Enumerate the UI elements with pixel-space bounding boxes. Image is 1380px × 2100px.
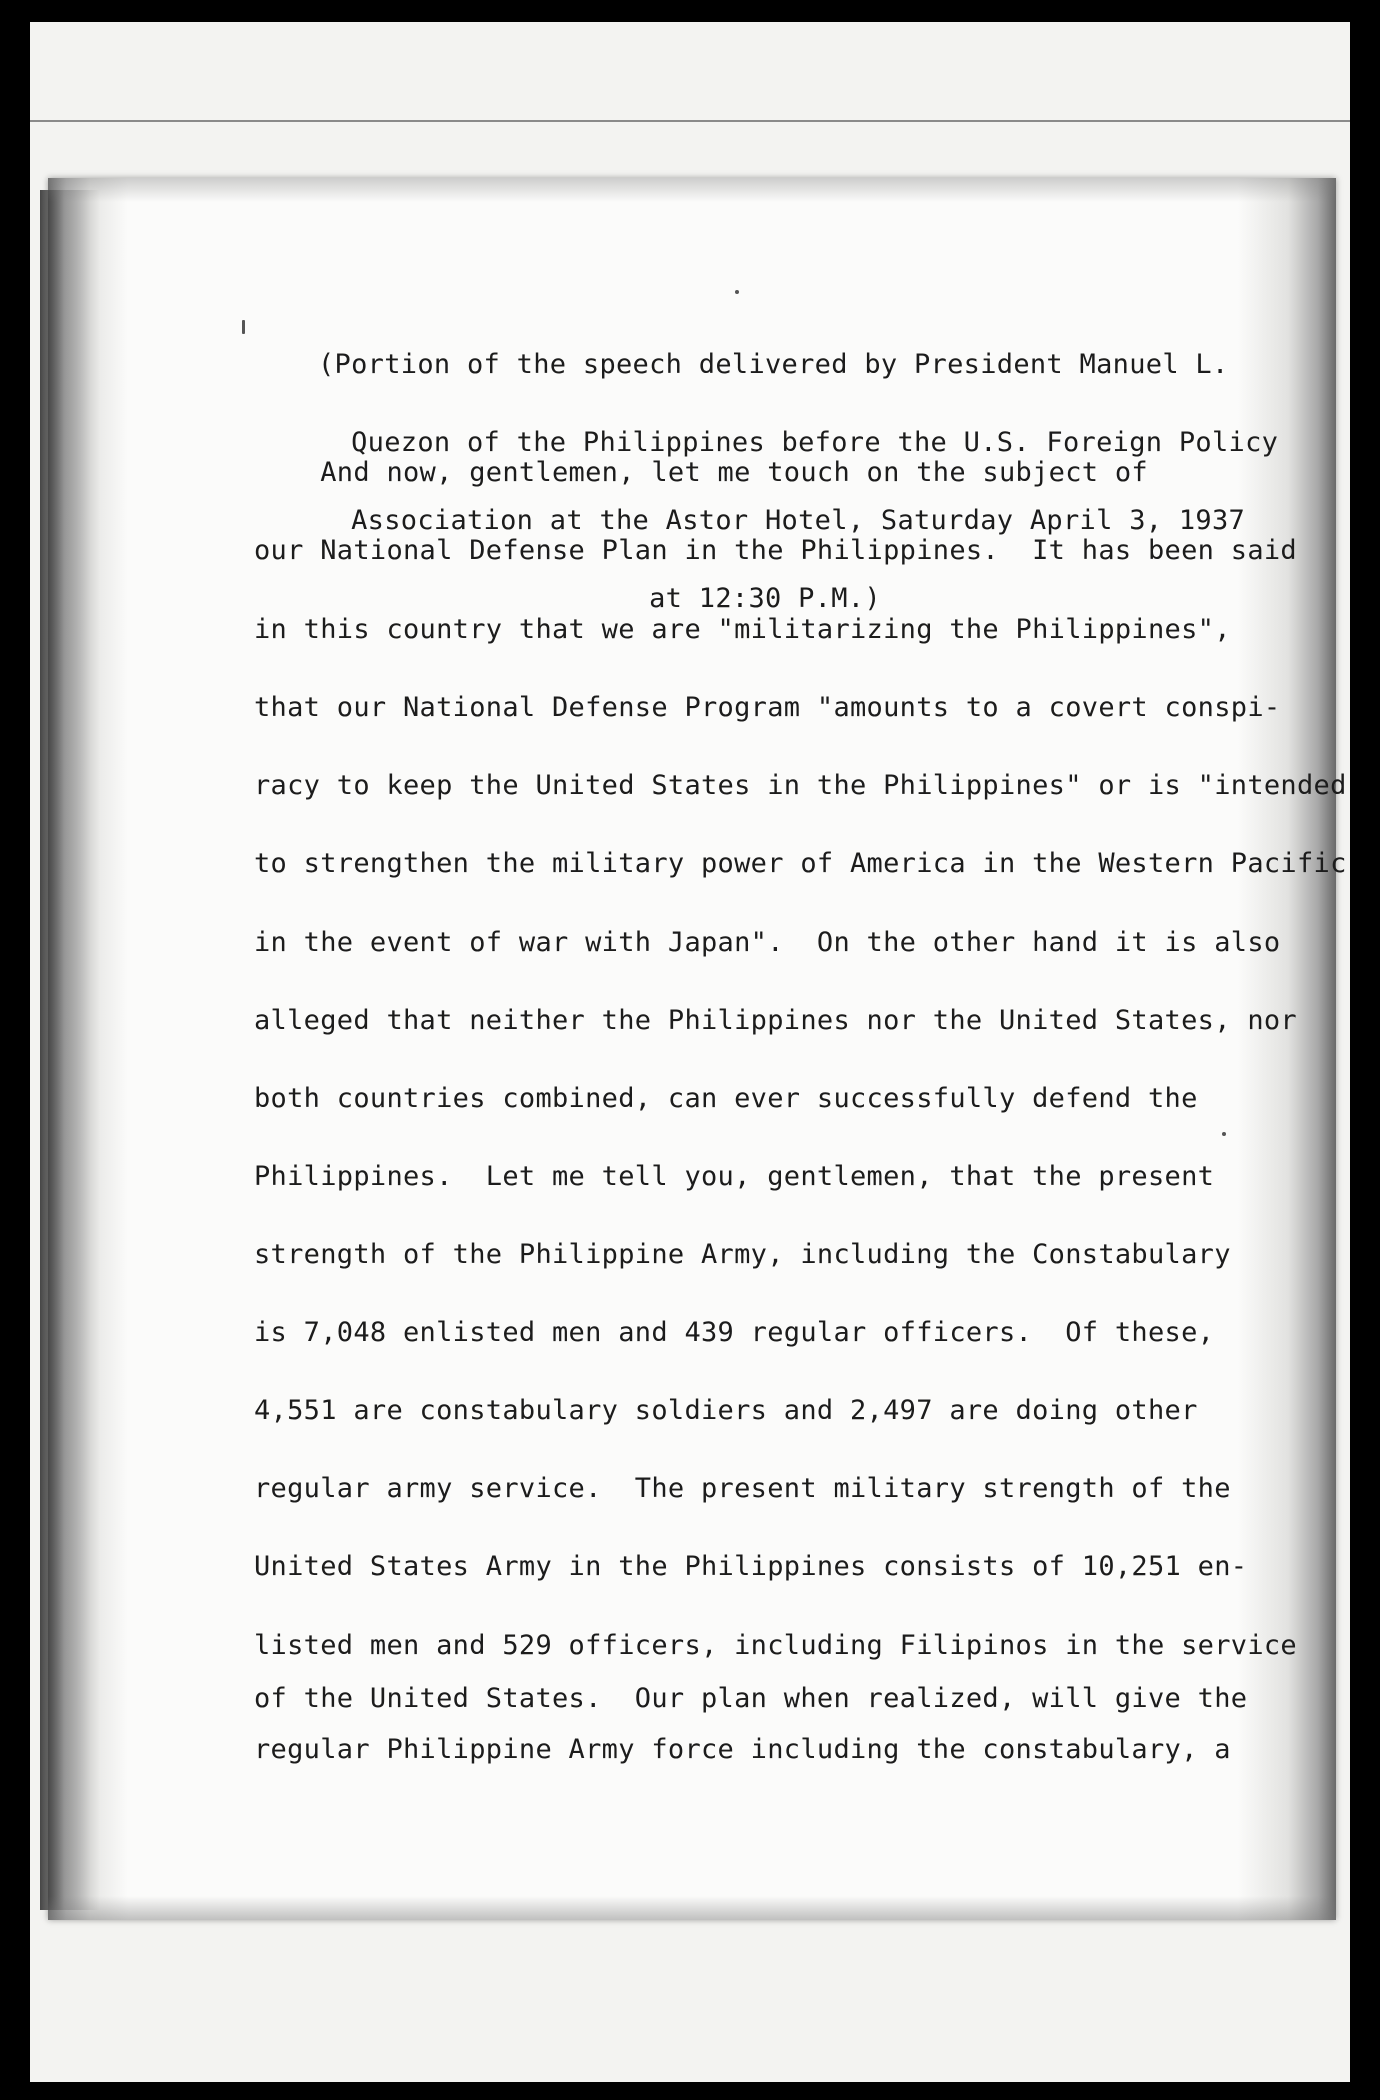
body-line: And now, gentlemen, let me touch on the subject of	[254, 457, 1148, 488]
body-line: is 7,048 enlisted men and 439 regular officers. Of these,	[254, 1317, 1215, 1348]
body-line: Philippines. Let me tell you, gentlemen, that the present	[254, 1161, 1215, 1192]
body-line: 4,551 are constabulary soldiers and 2,497 are doing other	[254, 1395, 1198, 1426]
body-line: regular Philippine Army force including the constabulary, a	[254, 1734, 1231, 1765]
body-line: to strengthen the military power of America in the Western Pacific	[254, 848, 1347, 879]
body-line: alleged that neither the Philippines nor the United States, nor	[254, 1005, 1297, 1036]
heading-line: Quezon of the Philippines before the U.S. Foreign Policy	[318, 427, 1279, 458]
body-line: regular army service. The present military strength of the	[254, 1473, 1231, 1504]
body-line: strength of the Philippine Army, including the Constabulary	[254, 1239, 1231, 1270]
body-line: both countries combined, can ever successfully defend the	[254, 1083, 1198, 1114]
body-line: in this country that we are "militarizing the Philippines",	[254, 614, 1231, 645]
page-left-fold	[40, 190, 100, 1910]
page-top-shadow	[48, 178, 1336, 202]
body-line: in the event of war with Japan". On the other hand it is also	[254, 927, 1281, 958]
body-line: our National Defense Plan in the Philippines. It has been said	[254, 535, 1297, 566]
ink-speck	[735, 290, 739, 294]
body-line: that our National Defense Program "amounts to a covert conspi-	[254, 692, 1281, 723]
body-line: United States Army in the Philippines consists of 10,251 en-	[254, 1551, 1248, 1582]
heading-line: Association at the Astor Hotel, Saturday April 3, 1937	[318, 505, 1246, 536]
ink-speck	[242, 320, 245, 334]
page-bottom-shadow	[48, 1896, 1336, 1920]
heading-line: at 12:30 P.M.)	[318, 583, 881, 614]
body-line: racy to keep the United States in the Philippines" or is "intended	[254, 770, 1347, 801]
sheet-edge-line	[30, 120, 1350, 122]
heading-line: (Portion of the speech delivered by President Manuel L.	[318, 349, 1229, 380]
body-line: of the United States. Our plan when realized, will give the	[254, 1683, 1248, 1714]
ink-speck	[1222, 1132, 1226, 1136]
body-line: listed men and 529 officers, including Filipinos in the service	[254, 1630, 1297, 1661]
speech-body	[254, 457, 1347, 1765]
